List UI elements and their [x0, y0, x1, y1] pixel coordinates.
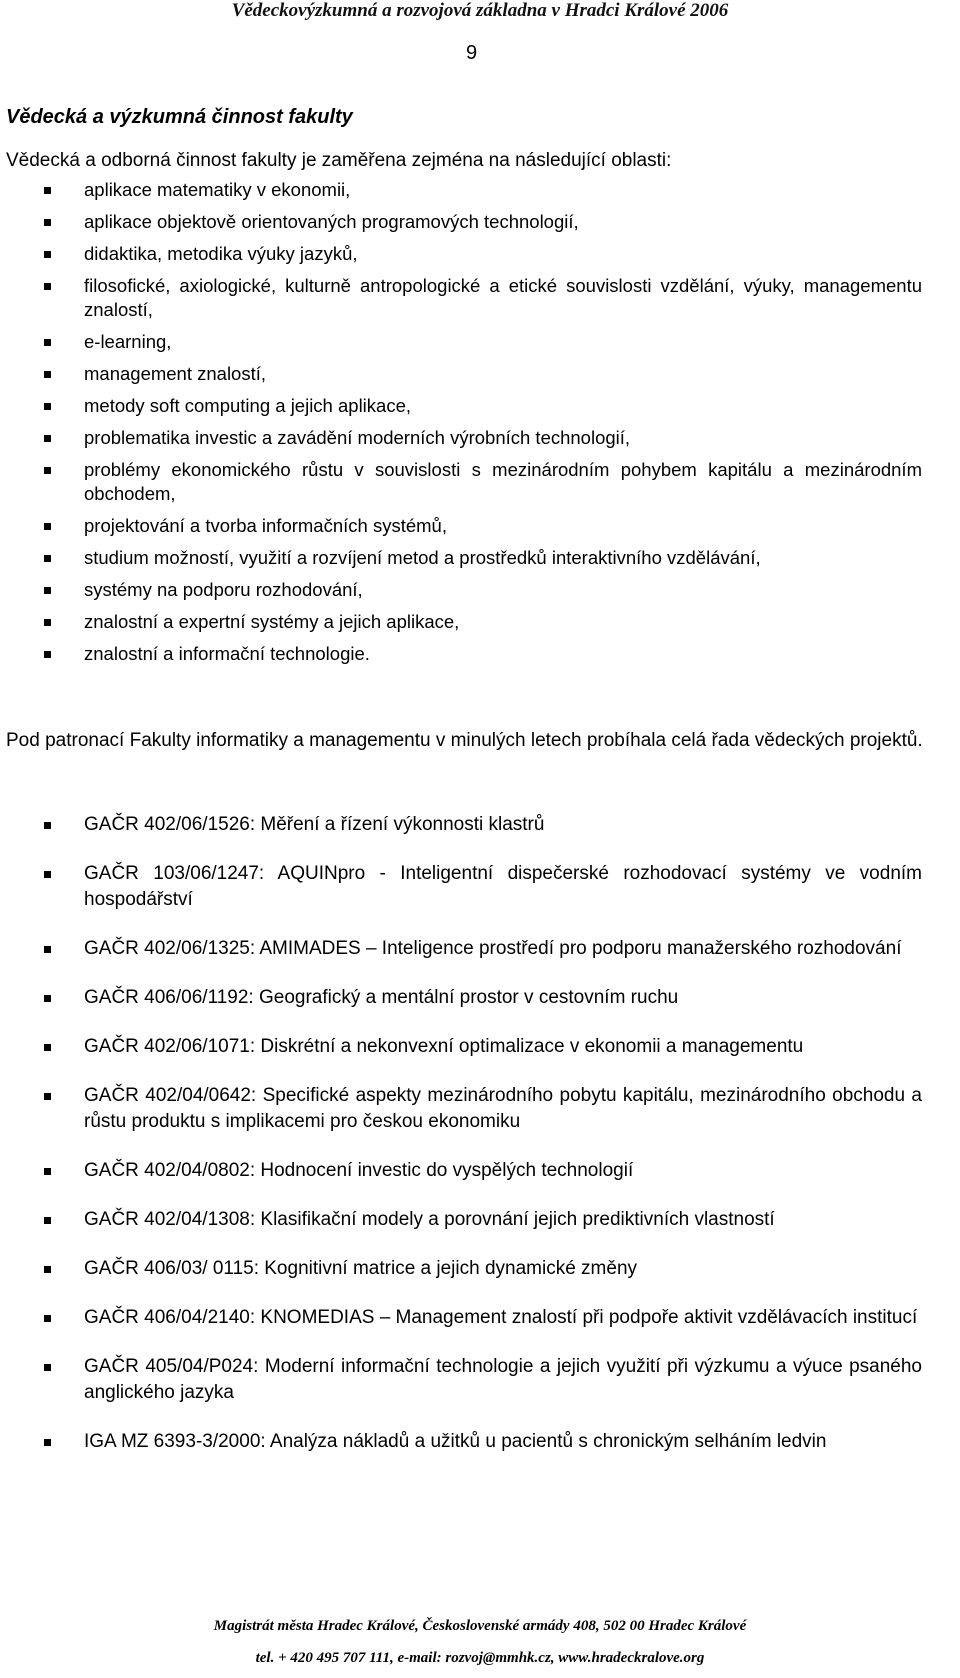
- list-item: projektování a tvorba informačních systémů,: [0, 514, 960, 538]
- list-item: aplikace matematiky v ekonomii,: [0, 178, 960, 202]
- square-bullet-icon: [44, 467, 51, 474]
- list-item: znalostní a expertní systémy a jejich aplikace,: [0, 610, 960, 634]
- list-item: GAČR 406/03/ 0115: Kognitivní matrice a jejich dynamické změny: [0, 1256, 960, 1282]
- square-bullet-icon: [44, 1217, 51, 1224]
- list-item: GAČR 402/04/0802: Hodnocení investic do vyspělých technologií: [0, 1158, 960, 1184]
- square-bullet-icon: [44, 187, 51, 194]
- research-topics-list: [0, 178, 960, 674]
- list-item: e-learning,: [0, 330, 960, 354]
- square-bullet-icon: [44, 1266, 51, 1273]
- list-item: GAČR 103/06/1247: AQUINpro - Inteligentní dispečerské rozhodovací systémy ve vodním hospodářství: [0, 861, 960, 913]
- square-bullet-icon: [44, 251, 51, 258]
- list-item: systémy na podporu rozhodování,: [0, 578, 960, 602]
- section-intro: Vědecká a odborná činnost fakulty je zaměřena zejména na následující oblasti:: [6, 150, 672, 171]
- square-bullet-icon: [44, 1315, 51, 1322]
- projects-intro-paragraph: Pod patronací Fakulty informatiky a managementu v minulých letech probíhala celá řada vědeckých projektů.: [6, 730, 923, 751]
- square-bullet-icon: [44, 871, 51, 878]
- page-header-title: Vědeckovýzkumná a rozvojová základna v Hradci Králové 2006: [231, 0, 729, 21]
- list-item: problémy ekonomického růstu v souvislosti s mezinárodním pohybem kapitálu a mezinárodním obchodem,: [0, 458, 960, 506]
- list-item: GAČR 406/06/1192: Geografický a mentální prostor v cestovním ruchu: [0, 985, 960, 1011]
- list-item: GAČR 405/04/P024: Moderní informační technologie a jejich využití při výzkumu a výuce psaného anglického jazyka: [0, 1354, 960, 1406]
- list-item: GAČR 402/04/0642: Specifické aspekty mezinárodního pobytu kapitálu, mezinárodního obchodu a růstu produktu s implikacemi pro českou ekonomiku: [0, 1083, 960, 1135]
- list-item: didaktika, metodika výuky jazyků,: [0, 242, 960, 266]
- square-bullet-icon: [44, 1439, 51, 1446]
- list-item: IGA MZ 6393-3/2000: Analýza nákladů a užitků u pacientů s chronickým selháním ledvin: [0, 1429, 960, 1455]
- square-bullet-icon: [44, 1364, 51, 1371]
- square-bullet-icon: [44, 587, 51, 594]
- list-item: GAČR 406/04/2140: KNOMEDIAS – Management znalostí při podpoře aktivit vzdělávacích institucí: [0, 1305, 960, 1331]
- square-bullet-icon: [44, 1044, 51, 1051]
- square-bullet-icon: [44, 555, 51, 562]
- list-item: GAČR 402/06/1071: Diskrétní a nekonvexní optimalizace v ekonomii a managementu: [0, 1034, 960, 1060]
- list-item: znalostní a informační technologie.: [0, 642, 960, 666]
- list-item: management znalostí,: [0, 362, 960, 386]
- page-number: 9: [466, 42, 478, 64]
- square-bullet-icon: [44, 435, 51, 442]
- section-heading: Vědecká a výzkumná činnost fakulty: [6, 106, 353, 128]
- list-item: problematika investic a zavádění moderních výrobních technologií,: [0, 426, 960, 450]
- list-item: GAČR 402/06/1325: AMIMADES – Inteligence prostředí pro podporu manažerského rozhodování: [0, 936, 960, 962]
- square-bullet-icon: [44, 946, 51, 953]
- square-bullet-icon: [44, 523, 51, 530]
- footer-address: Magistrát města Hradec Králové, Československé armády 408, 502 00 Hradec Králové: [213, 1618, 747, 1634]
- footer-contact: tel. + 420 495 707 111, e-mail: rozvoj@mmhk.cz, www.hradeckralove.org: [255, 1650, 705, 1666]
- square-bullet-icon: [44, 651, 51, 658]
- projects-list: [0, 812, 960, 1478]
- square-bullet-icon: [44, 1168, 51, 1175]
- list-item: studium možností, využití a rozvíjení metod a prostředků interaktivního vzdělávání,: [0, 546, 960, 570]
- list-item: aplikace objektově orientovaných programových technologií,: [0, 210, 960, 234]
- square-bullet-icon: [44, 1093, 51, 1100]
- square-bullet-icon: [44, 283, 51, 290]
- square-bullet-icon: [44, 219, 51, 226]
- square-bullet-icon: [44, 403, 51, 410]
- square-bullet-icon: [44, 995, 51, 1002]
- list-item: GAČR 402/04/1308: Klasifikační modely a porovnání jejich prediktivních vlastností: [0, 1207, 960, 1233]
- square-bullet-icon: [44, 339, 51, 346]
- list-item: GAČR 402/06/1526: Měření a řízení výkonnosti klastrů: [0, 812, 960, 838]
- list-item: filosofické, axiologické, kulturně antropologické a etické souvislosti vzdělání, výuky, managementu znalostí,: [0, 274, 960, 322]
- square-bullet-icon: [44, 822, 51, 829]
- list-item: metody soft computing a jejich aplikace,: [0, 394, 960, 418]
- square-bullet-icon: [44, 371, 51, 378]
- square-bullet-icon: [44, 619, 51, 626]
